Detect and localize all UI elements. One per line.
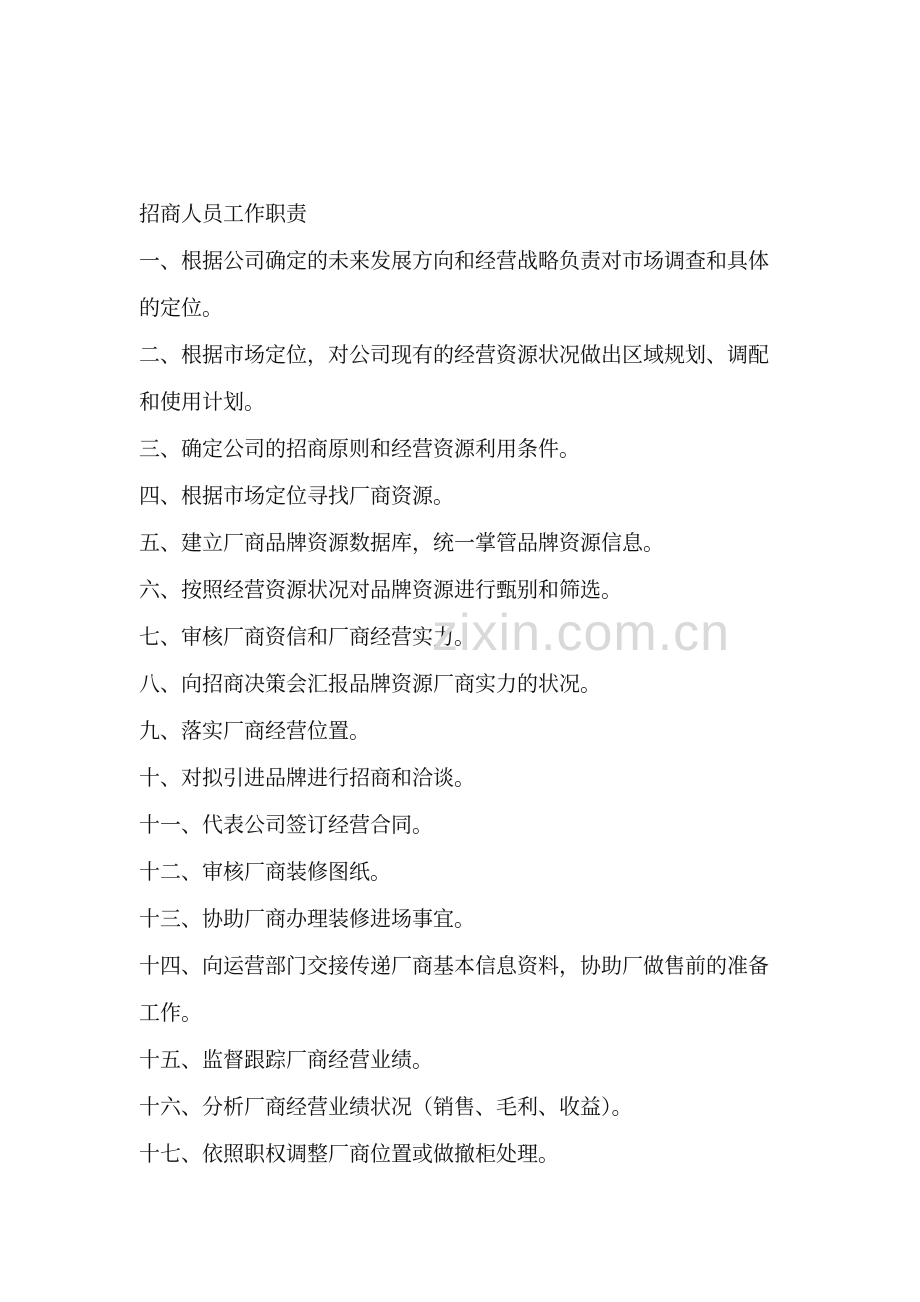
duty-line: 十二、审核厂商装修图纸。 xyxy=(139,860,391,884)
duty-line: 和使用计划。 xyxy=(139,390,265,414)
duty-line: 工作。 xyxy=(139,1001,202,1025)
duty-line: 十四、向运营部门交接传递厂商基本信息资料，协助厂做售前的准备 xyxy=(139,954,769,978)
duty-line: 十、对拟引进品牌进行招商和洽谈。 xyxy=(139,766,475,790)
duty-line: 十七、依照职权调整厂商位置或做撤柜处理。 xyxy=(139,1142,559,1166)
duty-line: 十五、监督跟踪厂商经营业绩。 xyxy=(139,1048,433,1072)
duty-line: 七、审核厂商资信和厂商经营实力。 xyxy=(139,625,475,649)
duty-line: 的定位。 xyxy=(139,296,223,320)
watermark-text: zixin.com.cn xyxy=(432,604,731,662)
document-body xyxy=(139,191,789,1178)
duty-line: 十六、分析厂商经营业绩状况（销售、毛利、收益）。 xyxy=(139,1095,633,1119)
duty-line: 五、建立厂商品牌资源数据库，统一掌管品牌资源信息。 xyxy=(139,531,664,555)
duty-line: 八、向招商决策会汇报品牌资源厂商实力的状况。 xyxy=(139,672,601,696)
document-title: 招商人员工作职责 xyxy=(139,202,307,226)
duty-line: 十一、代表公司签订经营合同。 xyxy=(139,813,433,837)
duty-line: 二、根据市场定位，对公司现有的经营资源状况做出区域规划、调配 xyxy=(139,343,769,367)
duty-line: 十三、协助厂商办理装修进场事宜。 xyxy=(139,907,475,931)
duty-line: 六、按照经营资源状况对品牌资源进行甄别和筛选。 xyxy=(139,578,622,602)
duty-line: 一、根据公司确定的未来发展方向和经营战略负责对市场调查和具体 xyxy=(139,249,769,273)
duty-line: 四、根据市场定位寻找厂商资源。 xyxy=(139,484,454,508)
duty-line: 三、确定公司的招商原则和经营资源利用条件。 xyxy=(139,437,580,461)
duty-line: 九、落实厂商经营位置。 xyxy=(139,719,370,743)
